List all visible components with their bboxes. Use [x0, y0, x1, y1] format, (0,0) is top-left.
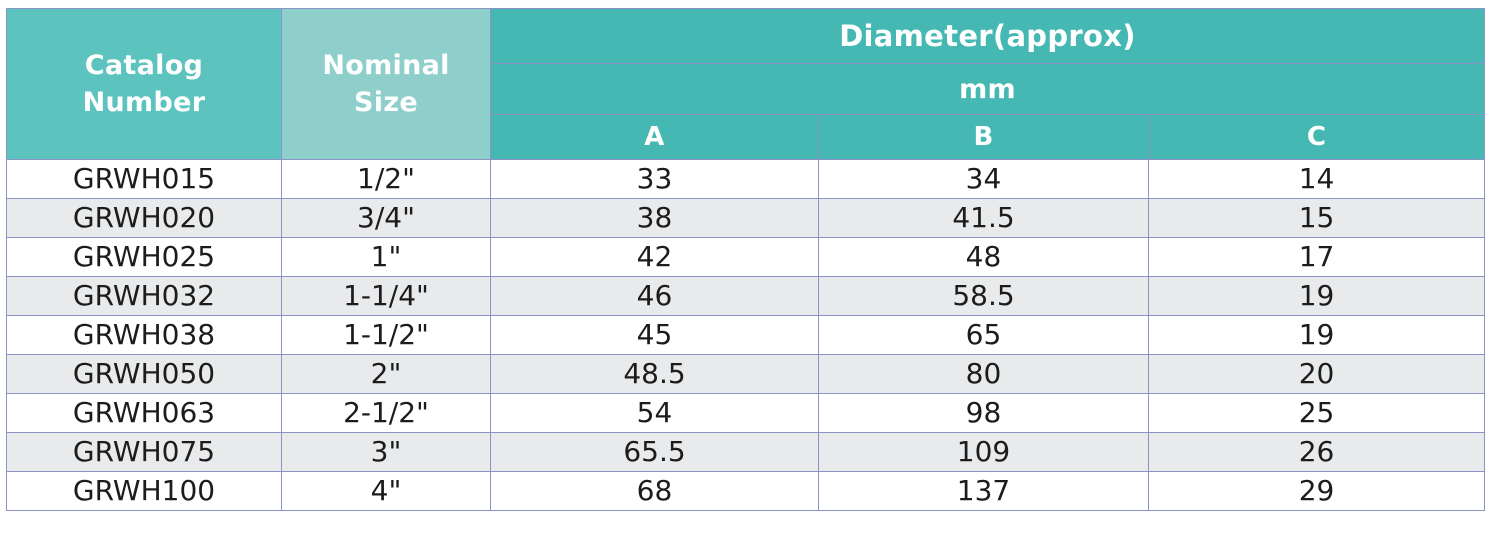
cell-b: 65	[819, 316, 1149, 355]
cell-c: 14	[1149, 160, 1485, 199]
cell-c: 20	[1149, 355, 1485, 394]
cell-catalog: GRWH100	[7, 472, 282, 511]
cell-a: 65.5	[491, 433, 819, 472]
cell-catalog: GRWH050	[7, 355, 282, 394]
cell-c: 19	[1149, 316, 1485, 355]
table-row	[7, 238, 1485, 277]
cell-nominal: 1/2"	[282, 160, 491, 199]
catalog-header-line-2: Number	[82, 87, 206, 118]
cell-a: 68	[491, 472, 819, 511]
cell-b: 109	[819, 433, 1149, 472]
nominal-header-line-1: Nominal	[322, 49, 450, 81]
table-body	[7, 160, 1485, 511]
table-row	[7, 199, 1485, 238]
cell-catalog: GRWH075	[7, 433, 282, 472]
cell-c: 15	[1149, 199, 1485, 238]
table-row	[7, 277, 1485, 316]
cell-c: 25	[1149, 394, 1485, 433]
cell-b: 98	[819, 394, 1149, 433]
cell-c: 17	[1149, 238, 1485, 277]
cell-b: 48	[819, 238, 1149, 277]
cell-nominal: 2-1/2"	[282, 394, 491, 433]
cell-catalog: GRWH020	[7, 199, 282, 238]
column-header-b: B	[819, 115, 1149, 160]
cell-a: 45	[491, 316, 819, 355]
cell-catalog: GRWH038	[7, 316, 282, 355]
cell-catalog: GRWH063	[7, 394, 282, 433]
cell-a: 54	[491, 394, 819, 433]
column-header-diameter: Diameter(approx)	[491, 9, 1485, 64]
column-header-a: A	[491, 115, 819, 160]
cell-nominal: 1-1/4"	[282, 277, 491, 316]
column-header-c: C	[1149, 115, 1485, 160]
cell-b: 58.5	[819, 277, 1149, 316]
cell-nominal: 2"	[282, 355, 491, 394]
cell-b: 41.5	[819, 199, 1149, 238]
dimensions-table	[6, 8, 1485, 511]
cell-catalog: GRWH025	[7, 238, 282, 277]
spec-table-sheet	[0, 8, 1500, 535]
table-row	[7, 472, 1485, 511]
cell-b: 80	[819, 355, 1149, 394]
column-header-unit-mm: mm	[491, 64, 1485, 115]
cell-nominal: 1"	[282, 238, 491, 277]
cell-a: 46	[491, 277, 819, 316]
nominal-header-line-2: Size	[354, 87, 418, 118]
cell-a: 38	[491, 199, 819, 238]
cell-a: 42	[491, 238, 819, 277]
cell-b: 137	[819, 472, 1149, 511]
column-header-catalog-number	[7, 9, 282, 160]
cell-nominal: 4"	[282, 472, 491, 511]
cell-catalog: GRWH015	[7, 160, 282, 199]
cell-c: 26	[1149, 433, 1485, 472]
cell-c: 19	[1149, 277, 1485, 316]
cell-a: 48.5	[491, 355, 819, 394]
table-row	[7, 160, 1485, 199]
column-header-nominal-size	[282, 9, 491, 160]
cell-b: 34	[819, 160, 1149, 199]
table-row	[7, 433, 1485, 472]
cell-nominal: 3"	[282, 433, 491, 472]
cell-nominal: 3/4"	[282, 199, 491, 238]
cell-nominal: 1-1/2"	[282, 316, 491, 355]
cell-a: 33	[491, 160, 819, 199]
header-row-1	[7, 9, 1485, 64]
table-head	[7, 9, 1485, 160]
table-row	[7, 316, 1485, 355]
cell-catalog: GRWH032	[7, 277, 282, 316]
cell-c: 29	[1149, 472, 1485, 511]
table-row	[7, 394, 1485, 433]
catalog-header-line-1: Catalog	[84, 49, 204, 81]
table-row	[7, 355, 1485, 394]
